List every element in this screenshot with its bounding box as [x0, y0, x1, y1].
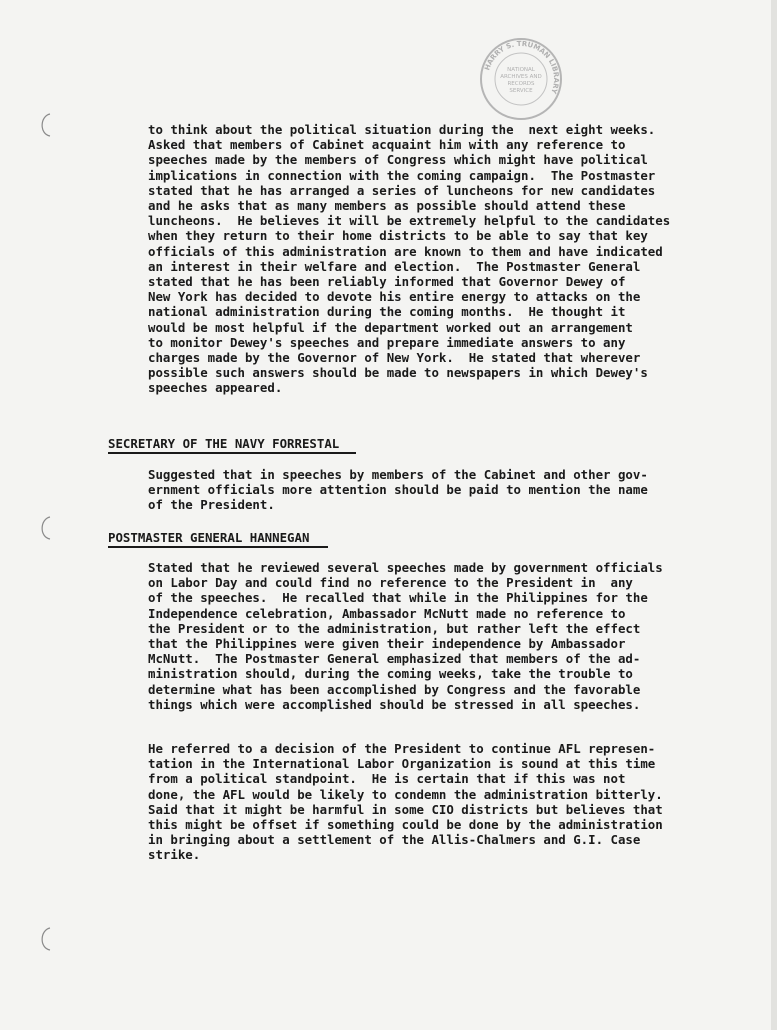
punch-hole-mark	[36, 112, 52, 138]
section-heading-postmaster: POSTMASTER GENERAL HANNEGAN	[108, 530, 310, 545]
text-line: to think about the political situation during the next eight weeks.	[148, 122, 656, 137]
stamp-line: RECORDS	[507, 81, 535, 87]
text-line: McNutt. The Postmaster General emphasized that members of the ad-	[148, 651, 641, 667]
text-line: strike.	[148, 847, 201, 863]
text-line: in bringing about a settlement of the Allis-Chalmers and G.I. Case	[148, 832, 641, 848]
text-line: New York has decided to devote his entire energy to attacks on the	[148, 289, 641, 305]
text-line: Asked that members of Cabinet acquaint him with any reference to	[148, 137, 626, 153]
text-line: ministration should, during the coming weeks, take the trouble to	[148, 666, 633, 682]
text-line: implications in connection with the coming campaign. The Postmaster	[148, 167, 656, 183]
text-line: determine what has been accomplished by Congress and the favorable	[148, 681, 641, 697]
text-line: ernment officials more attention should be paid to mention the name	[148, 482, 648, 498]
text-line: this might be offset if something could be done by the administration	[148, 817, 663, 833]
text-line: the President or to the administration, but rather left the effect	[148, 620, 641, 636]
punch-hole-mark	[36, 515, 52, 541]
text-line: stated that he has been reliably informed that Governor Dewey of	[148, 274, 626, 290]
text-line: of the speeches. He recalled that while in the Philippines for the	[148, 590, 648, 606]
text-line: an interest in their welfare and election. The Postmaster General	[148, 258, 641, 274]
text-line: speeches appeared.	[148, 380, 283, 396]
text-line: from a political standpoint. He is certain that if this was not	[148, 771, 626, 787]
text-line: possible such answers should be made to newspapers in which Dewey's	[148, 365, 648, 381]
text-line: national administration during the coming months. He thought it	[148, 304, 626, 320]
text-line: on Labor Day and could find no reference to the President in any	[148, 575, 633, 591]
text-line: luncheons. He believes it will be extremely helpful to the candidates	[148, 213, 671, 229]
text-line: done, the AFL would be likely to condemn the administration bitterly.	[148, 786, 663, 802]
text-line: when they return to their home districts to be able to say that key	[148, 228, 648, 244]
heading-underline	[108, 546, 328, 548]
page-edge	[771, 0, 777, 1030]
paragraph-postmaster-b	[148, 741, 663, 863]
section-heading-navy: SECRETARY OF THE NAVY FORRESTAL	[108, 436, 340, 451]
text-line: He referred to a decision of the President to continue AFL represen-	[148, 741, 656, 756]
text-line: Said that it might be harmful in some CIO districts but believes that	[148, 801, 663, 817]
text-line: and he asks that as many members as possible should attend these	[148, 198, 626, 214]
paragraph-continuation	[148, 122, 670, 396]
stamp-line: SERVICE	[509, 88, 533, 94]
text-line: charges made by the Governor of New York. He stated that wherever	[148, 350, 641, 366]
text-line: that the Philippines were given their independence by Ambassador	[148, 636, 626, 652]
text-line: things which were accomplished should be stressed in all speeches.	[148, 696, 641, 712]
text-line: would be most helpful if the department worked out an arrangement	[148, 319, 633, 335]
text-line: speeches made by the members of Congress which might have political	[148, 152, 648, 168]
punch-hole-mark	[36, 926, 52, 952]
text-line: stated that he has arranged a series of luncheons for new candidates	[148, 182, 656, 198]
text-line: Stated that he reviewed several speeches made by government officials	[148, 560, 663, 575]
archives-stamp	[478, 36, 564, 122]
text-line: tation in the International Labor Organization is sound at this time	[148, 756, 656, 772]
text-line: to monitor Dewey's speeches and prepare immediate answers to any	[148, 334, 626, 350]
text-line: of the President.	[148, 497, 275, 513]
paragraph-postmaster-a	[148, 560, 663, 712]
stamp-line: ARCHIVES AND	[500, 74, 542, 80]
stamp-ring-text: HARRY S. TRUMAN LIBRARY	[483, 39, 561, 95]
text-line: Suggested that in speeches by members of the Cabinet and other gov-	[148, 467, 648, 482]
text-line: officials of this administration are known to them and have indicated	[148, 243, 663, 259]
paragraph-navy	[148, 467, 648, 513]
heading-underline	[108, 452, 356, 454]
stamp-line: NATIONAL	[507, 67, 535, 73]
text-line: Independence celebration, Ambassador McNutt made no reference to	[148, 605, 626, 621]
